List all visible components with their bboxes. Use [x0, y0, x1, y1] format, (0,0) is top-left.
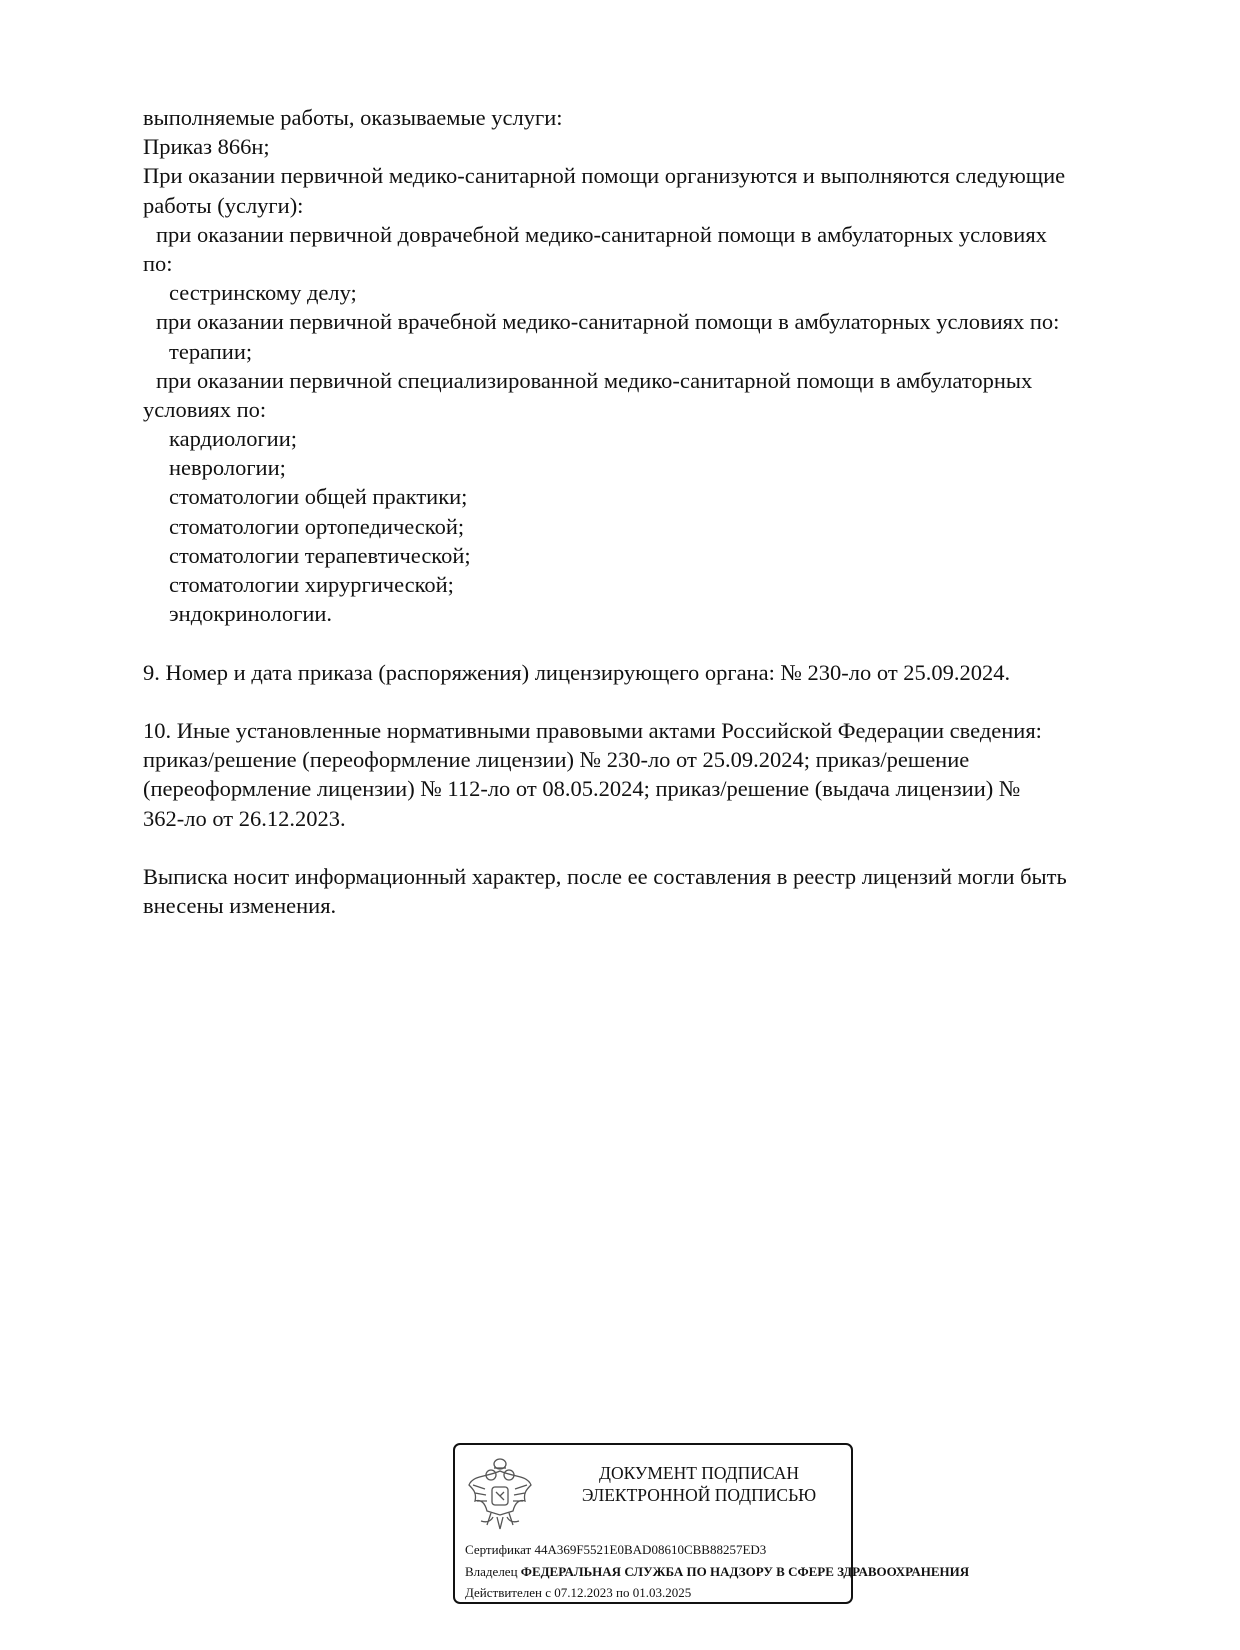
service-item: сестринскому делу;: [169, 280, 357, 306]
item-10-line: 362-ло от 26.12.2023.: [143, 805, 346, 831]
text-line: при оказании первичной доврачебной медико-санитарной помощи в амбулаторных условиях: [156, 221, 1047, 247]
document-body: [143, 103, 1153, 920]
stamp-title-line: ДОКУМЕНТ ПОДПИСАН: [599, 1463, 799, 1483]
service-item: стоматологии терапевтической;: [169, 542, 471, 568]
text-line: выполняемые работы, оказываемые услуги:: [143, 105, 563, 130]
text-line: условиях по:: [143, 396, 267, 422]
owner-row: [465, 1561, 969, 1583]
valid-label: Действителен с: [465, 1585, 551, 1600]
spacer: [143, 687, 1153, 716]
text-line: при оказании первичной врачебной медико-санитарной помощи в амбулаторных условиях по:: [156, 309, 1060, 335]
note-line: Выписка носит информационный характер, после ее составления в реестр лицензий могли быть: [143, 863, 1067, 889]
service-item: терапии;: [169, 338, 253, 364]
valid-to: 01.03.2025: [632, 1585, 692, 1600]
note-line: внесены изменения.: [143, 893, 337, 919]
validity-row: [465, 1582, 969, 1604]
service-item: неврологии;: [169, 455, 286, 481]
text-line: при оказании первичной специализированной медико-санитарной помощи в амбулаторных: [156, 367, 1033, 393]
item-10-line: 10. Иные установленные нормативными правовыми актами Российской Федерации сведения:: [143, 717, 1042, 743]
coat-of-arms-icon: [467, 1455, 533, 1533]
text-line: по:: [143, 250, 173, 276]
item-10-line: (переоформление лицензии) № 112-ло от 08.05.2024; приказ/решение (выдача лицензии) №: [143, 776, 1021, 802]
service-item: стоматологии общей практики;: [169, 484, 468, 510]
spacer: [143, 833, 1153, 862]
signature-stamp: [453, 1443, 970, 1604]
text-line: работы (услуги):: [143, 192, 304, 218]
certificate-value: 44A369F5521E0BAD08610CBB88257ED3: [534, 1542, 767, 1557]
stamp-title: [555, 1462, 843, 1506]
text-line: При оказании первичной медико-санитарной помощи организуются и выполняются следующие: [143, 163, 1066, 189]
text-line: Приказ 866н;: [143, 134, 270, 160]
service-item: эндокринологии.: [169, 601, 333, 627]
item-9-order: 9. Номер и дата приказа (распоряжения) лицензирующего органа: № 230-ло от 25.09.2024.: [143, 659, 1011, 685]
certificate-label: Сертификат: [465, 1542, 532, 1557]
service-item: стоматологии ортопедической;: [169, 513, 465, 539]
service-item: кардиологии;: [169, 426, 298, 452]
service-item: стоматологии хирургической;: [169, 572, 454, 597]
certificate-row: [465, 1539, 969, 1561]
stamp-details: [465, 1539, 969, 1604]
owner-value: ФЕДЕРАЛЬНАЯ СЛУЖБА ПО НАДЗОРУ В СФЕРЕ ЗДРАВООХРАНЕНИЯ: [520, 1563, 970, 1579]
valid-from: 07.12.2023: [554, 1585, 613, 1600]
stamp-title-line: ЭЛЕКТРОННОЙ ПОДПИСЬЮ: [581, 1485, 817, 1505]
valid-to-label: по: [616, 1585, 630, 1600]
spacer: [143, 628, 1153, 657]
item-10-line: приказ/решение (переоформление лицензии) № 230-ло от 25.09.2024; приказ/решение: [143, 747, 970, 773]
owner-label: Владелец: [465, 1563, 518, 1579]
